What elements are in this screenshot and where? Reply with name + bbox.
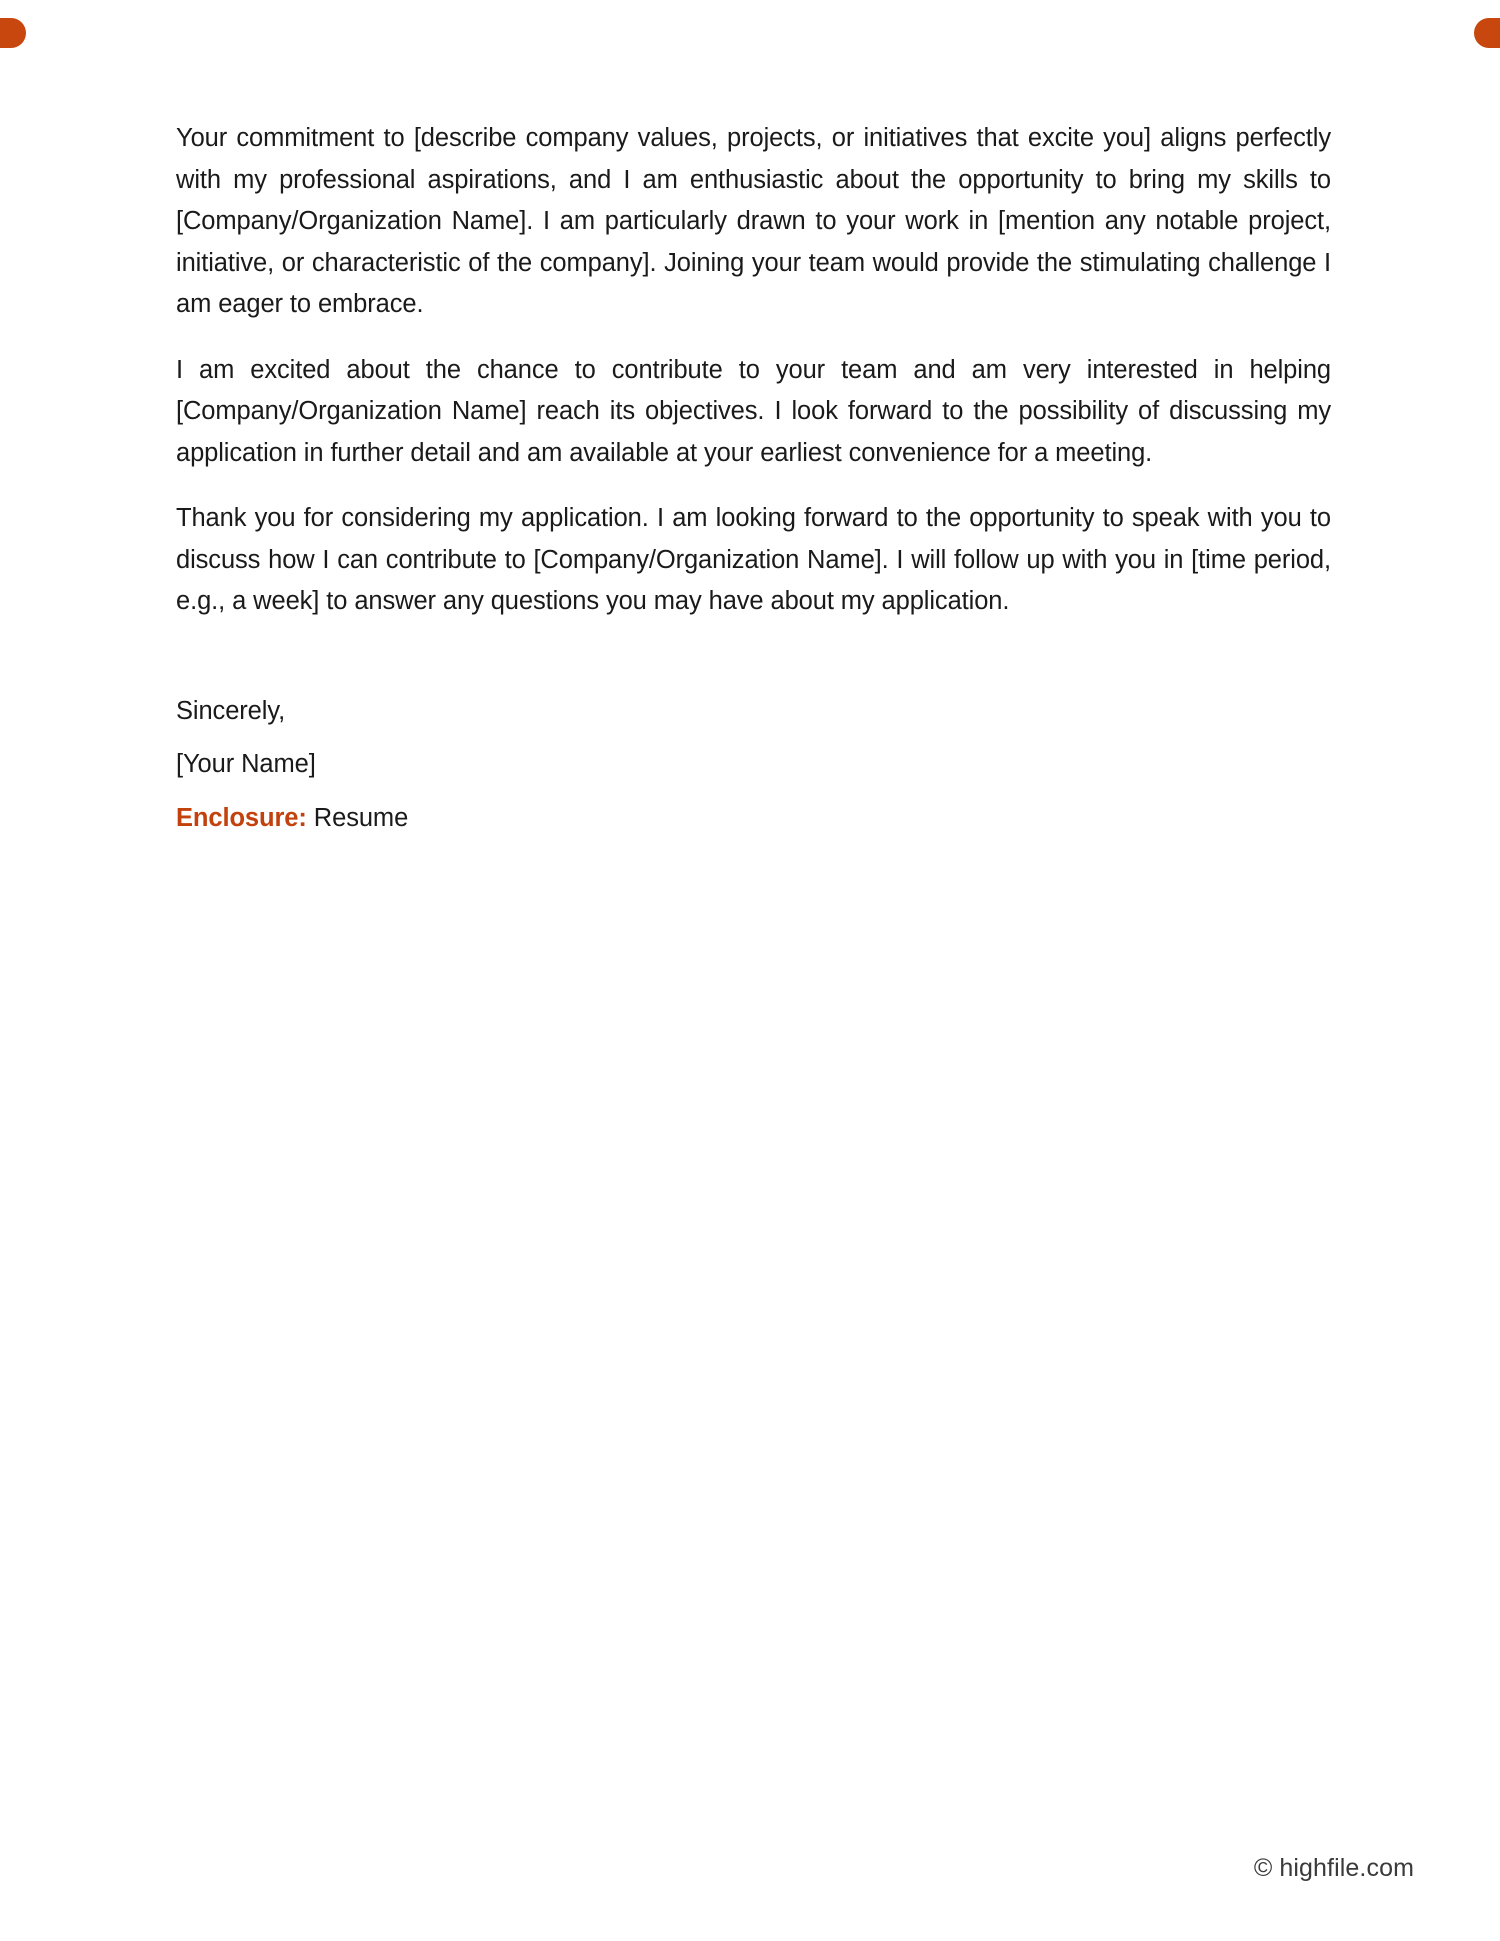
closing-salutation: Sincerely,: [176, 696, 286, 725]
top-right-decorative-tab: [1474, 18, 1500, 48]
letter-paragraph-2: I am excited about the chance to contribute to your team and am very interested in helping [Company/Organization Name] reach its objectives. I look forward to the possibility of discussing my application in further detail and am available at your earliest convenience for a meeting.: [176, 355, 1331, 467]
enclosure-value: Resume: [313, 803, 409, 832]
signature-name: [Your Name]: [176, 750, 316, 778]
enclosure-line: [176, 798, 1331, 840]
letter-body: [176, 118, 1331, 839]
enclosure-label: Enclosure:: [176, 803, 307, 832]
footer-credit: © highfile.com: [1253, 1854, 1414, 1882]
letter-paragraph-1: Your commitment to [describe company values, projects, or initiatives that excite you] aligns perfectly with my professional aspirations, and I am enthusiastic about the opportunity to bring my skills to [Company/Organization Name]. I am particularly drawn to your work in [mention any notable project, initiative, or characteristic of the company]. Joining your team would provide the stimulating challenge I am eager to embrace.: [176, 124, 1331, 318]
closing-block: [176, 691, 1331, 840]
letter-paragraph-3: Thank you for considering my application. I am looking forward to the opportunity to speak with you to discuss how I can contribute to [Company/Organization Name]. I will follow up with you in [time period, e.g., a week] to answer any questions you may have about my application.: [176, 504, 1331, 615]
top-left-decorative-tab: [0, 18, 26, 48]
